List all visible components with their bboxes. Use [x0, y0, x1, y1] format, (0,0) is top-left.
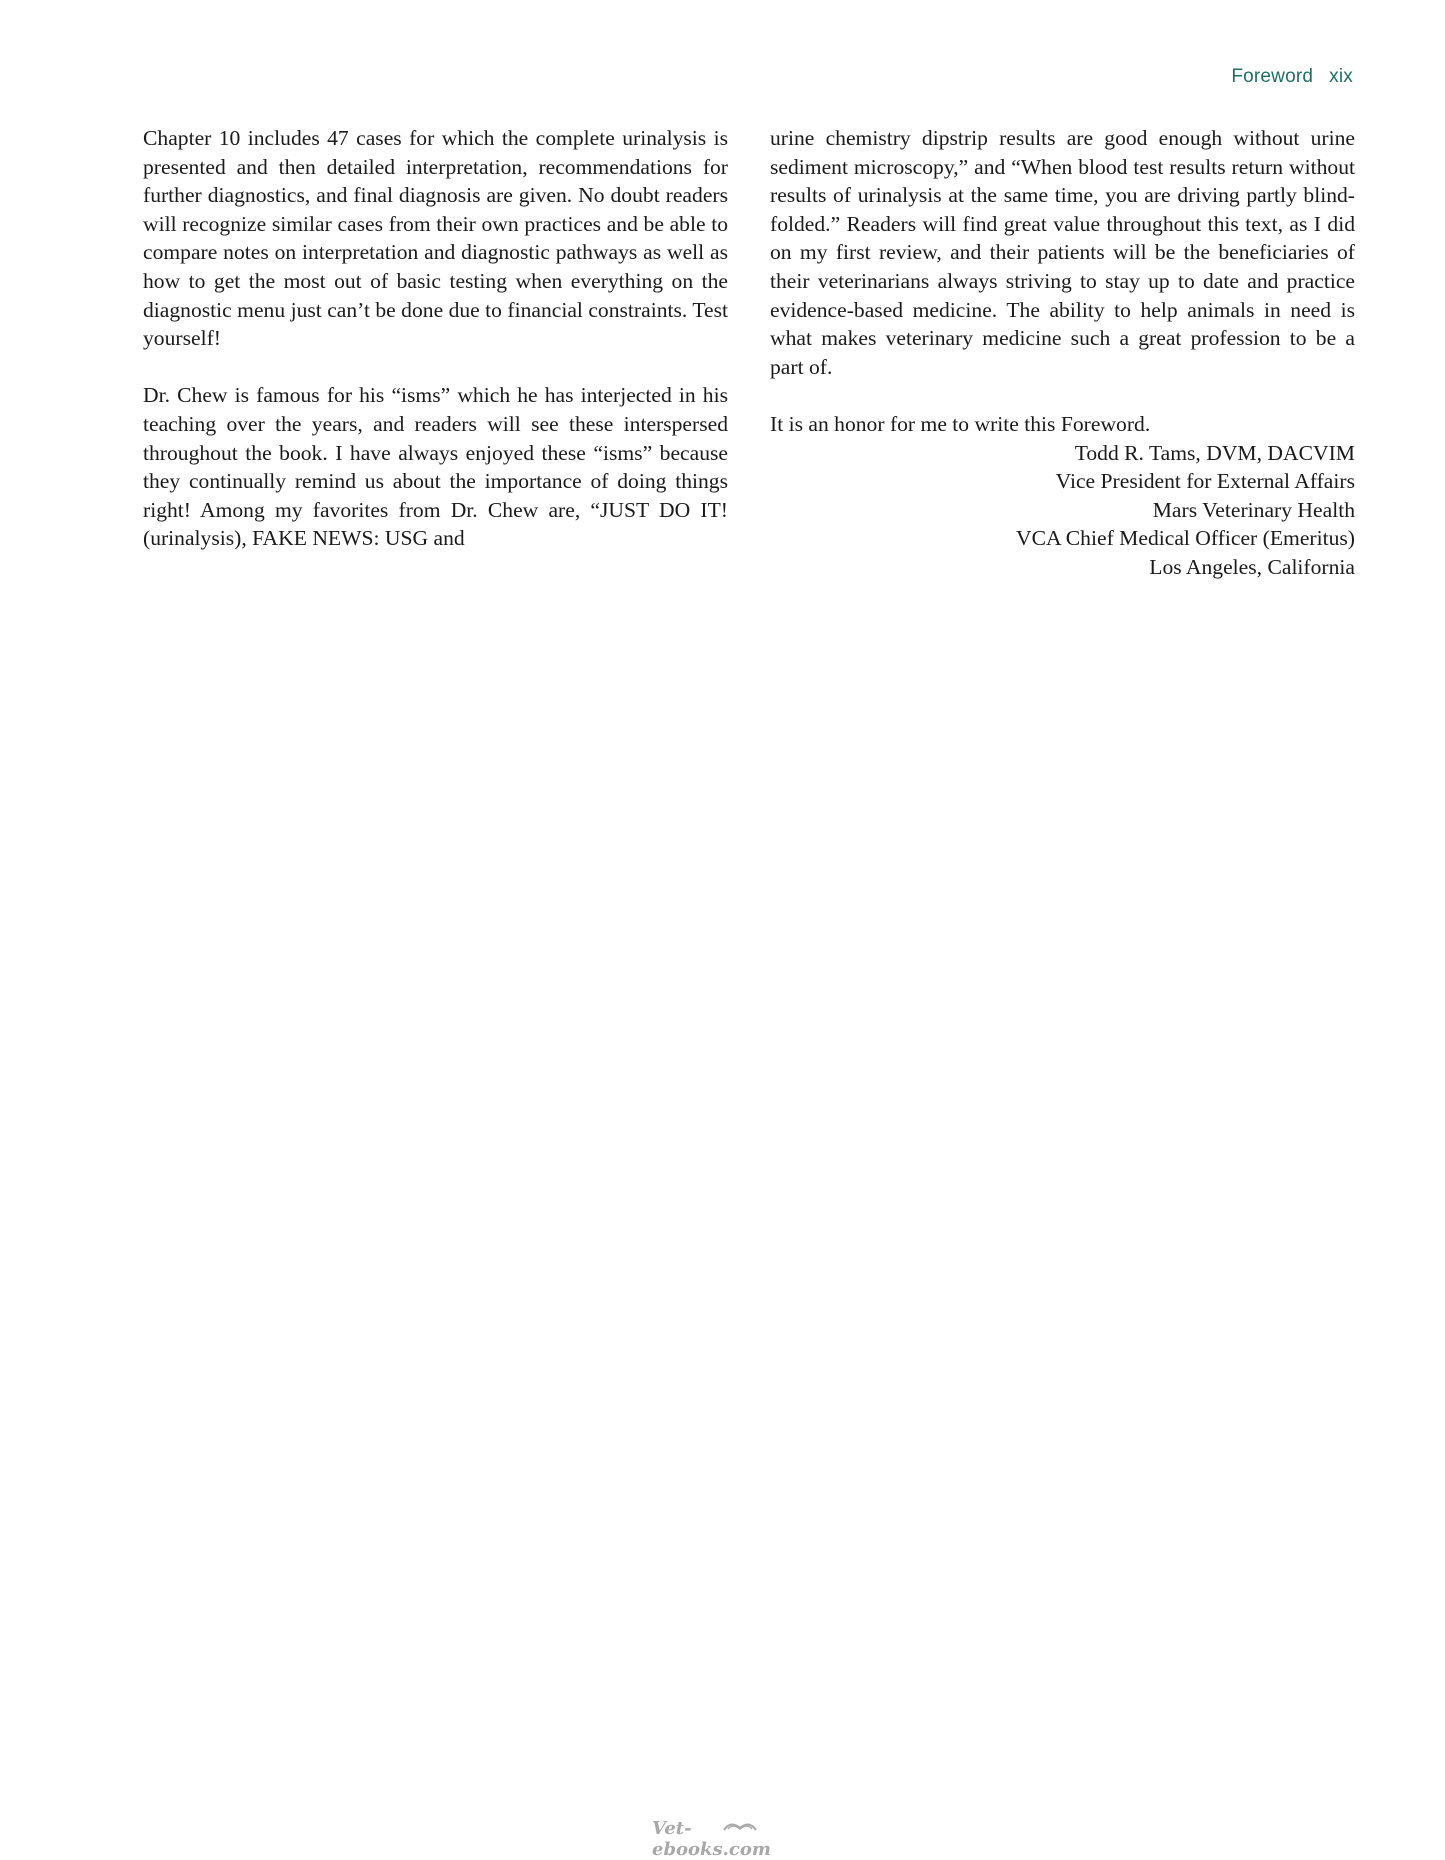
signature-title-2: Mars Veterinary Health — [1152, 497, 1355, 522]
paragraph-honor: It is an honor for me to write this Foreword. — [770, 411, 1151, 436]
signature-title-1: Vice President for External Affairs — [1055, 469, 1355, 494]
right-column — [770, 124, 1355, 582]
book-icon — [722, 1818, 758, 1832]
paragraph-isms: Dr. Chew is famous for his “isms” which he has interjected in his teaching over the years, and readers will see these interspersed throughout the book. I have always enjoyed these “isms” because they continually remind us about the importance of doing things right! Among my favorites from Dr. Chew are, “JUST DO IT! (urinalysis), FAKE NEWS: USG and — [143, 383, 728, 551]
watermark-text: Vet-ebooks.com — [652, 1818, 771, 1860]
section-title: Foreword — [1231, 66, 1314, 87]
paragraph-continuation: urine chemistry dipstrip results are good enough without urine sediment microscopy,” and “When blood test results return without results of urinalysis at the same time, you are driving partly blind-folded.” Readers will find great value throughout this text, as I did on my first review, and their patients will be the beneficiaries of their veterinarians always striving to stay up to date and practice evidence-based medicine. The ability to help animals in need is what makes veterinary medicine such a great profession to be a part of. — [770, 126, 1355, 379]
left-column — [143, 124, 728, 553]
paragraph-chapter-10: Chapter 10 includes 47 cases for which the complete urinalysis is presented and then detailed interpretation, recommendations for further diagnostics, and final diagnosis are given. No doubt readers will recognize similar cases from their own practices and be able to compare notes on interpretation and diagnostic pathways as well as how to get the most out of basic testing when everything on the diagnostic menu just can’t be done due to financial constraints. Test yourself! — [143, 126, 728, 351]
signature-title-3: VCA Chief Medical Officer (Emeritus) — [1015, 526, 1355, 551]
watermark-logo — [652, 1818, 802, 1860]
signature-location: Los Angeles, California — [1149, 554, 1355, 579]
page-number: xix — [1329, 66, 1353, 87]
signature-block — [770, 439, 1355, 582]
running-head — [1231, 66, 1353, 88]
signature-name: Todd R. Tams, DVM, DACVIM — [1074, 440, 1355, 465]
